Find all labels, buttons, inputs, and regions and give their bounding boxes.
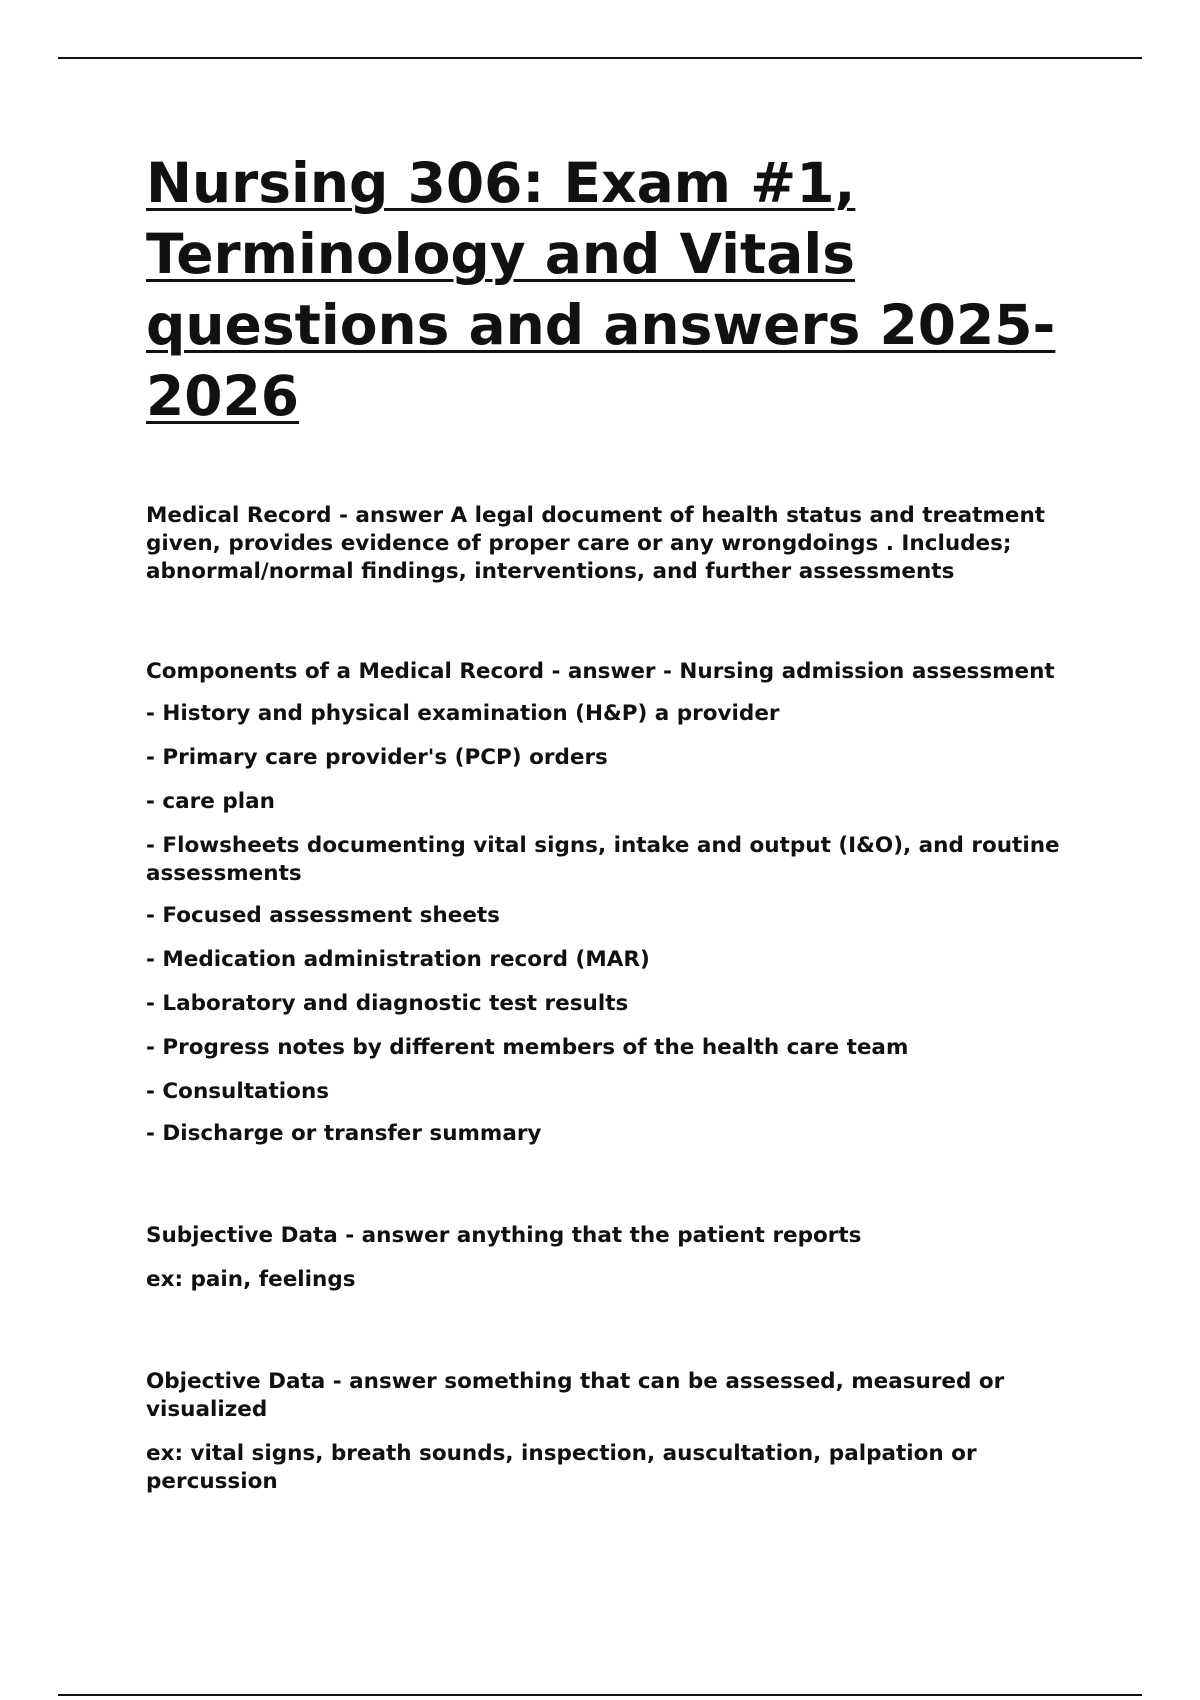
list-item: - Flowsheets documenting vital signs, intake and output (I&O), and routine assessments xyxy=(146,833,1060,886)
title-line: questions and answers 2025- xyxy=(146,293,1056,357)
section-components xyxy=(146,658,1106,1148)
list-item: - Medication administration record (MAR) xyxy=(146,947,650,972)
title-line: Terminology and Vitals xyxy=(146,222,855,286)
list-item: - Primary care provider's (PCP) orders xyxy=(146,745,608,770)
definition-paragraph: Subjective Data - answer anything that the patient reports xyxy=(146,1223,862,1248)
section-subjective-data xyxy=(146,1222,1106,1294)
section-medical-record xyxy=(146,502,1106,586)
top-rule xyxy=(58,57,1142,59)
example-paragraph: ex: vital signs, breath sounds, inspection, auscultation, palpation or percussion xyxy=(146,1441,977,1494)
document-body xyxy=(146,148,1106,1496)
list-item: - care plan xyxy=(146,789,275,814)
bottom-rule xyxy=(58,1694,1142,1696)
list-item: - Discharge or transfer summary xyxy=(146,1121,542,1146)
title-line: 2026 xyxy=(146,364,300,428)
definition-paragraph: Components of a Medical Record - answer - Nursing admission assessment xyxy=(146,659,1055,684)
definition-paragraph: Medical Record - answer A legal document of health status and treatment given, provides evidence of proper care or any wrongdoings . Includes; abnormal/normal findings, interventions, and further assessments xyxy=(146,503,1046,584)
document-title xyxy=(146,148,1106,432)
section-objective-data xyxy=(146,1368,1106,1496)
list-item: - Laboratory and diagnostic test results xyxy=(146,991,629,1016)
list-item: - Progress notes by different members of the health care team xyxy=(146,1035,909,1060)
example-paragraph: ex: pain, feelings xyxy=(146,1267,356,1292)
list-item: - Consultations xyxy=(146,1079,330,1104)
list-item: - History and physical examination (H&P) a provider xyxy=(146,701,780,726)
title-line: Nursing 306: Exam #1, xyxy=(146,151,856,215)
definition-paragraph: Objective Data - answer something that can be assessed, measured or visualized xyxy=(146,1369,1005,1422)
list-item: - Focused assessment sheets xyxy=(146,903,500,928)
